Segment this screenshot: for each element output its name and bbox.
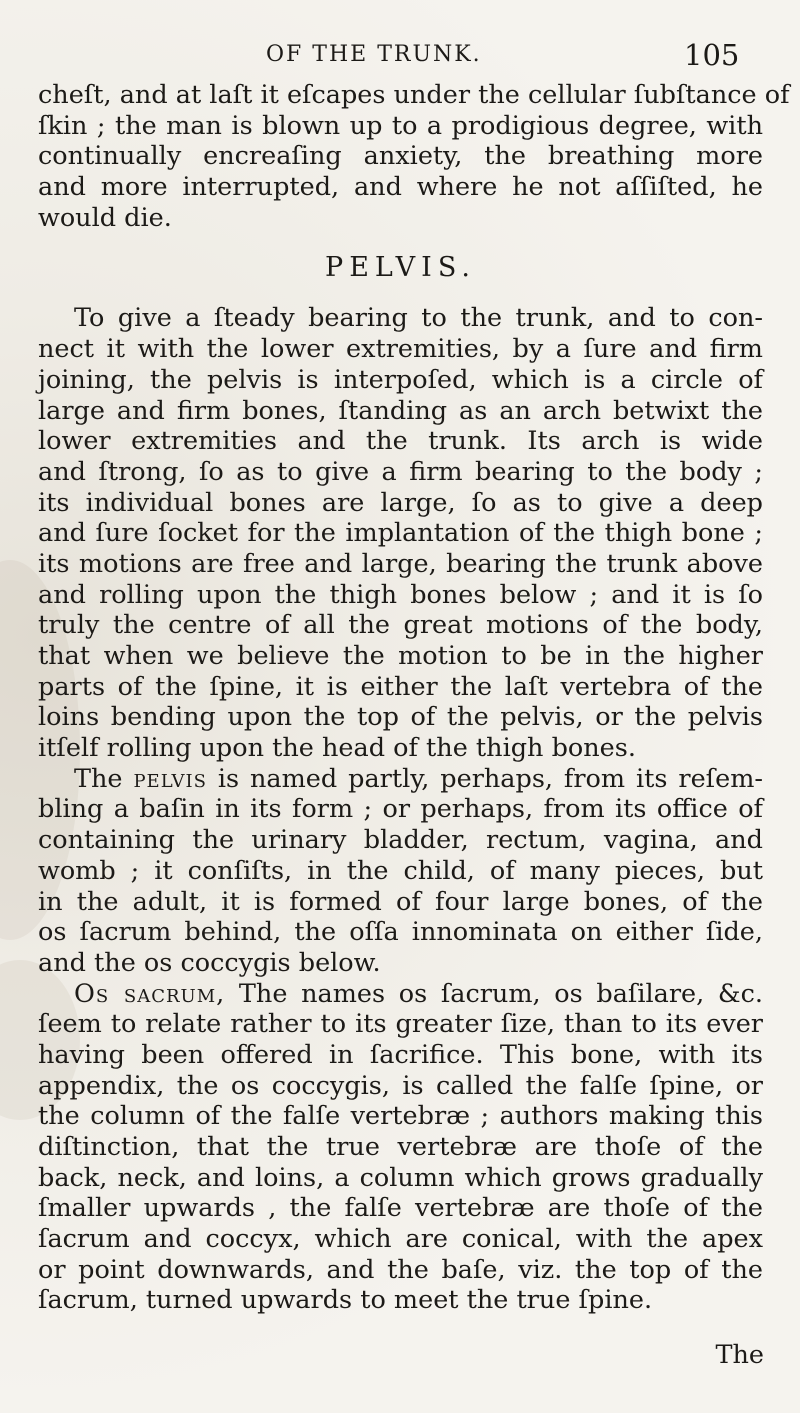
- paragraph: [38, 303, 763, 334]
- text-line: parts of the ſpine, it is either the laſt vertebra of the: [38, 671, 763, 702]
- text-line: would die.: [38, 202, 172, 233]
- text-line: cheſt, and at laſt it eſcapes under the cellular ſubſtance of: [38, 80, 790, 110]
- text-line: itſelf rolling upon the head of the thigh bones.: [38, 733, 636, 764]
- text-line: truly the centre of all the great motions of the body,: [38, 610, 763, 641]
- text-line: [38, 764, 763, 795]
- text-line: in the adult, it is formed of four large bones, of the: [38, 886, 763, 917]
- text-line: or point downwards, and the baſe, viz. the top of the: [38, 1254, 763, 1285]
- text-line: and the os coccygis below.: [38, 947, 381, 978]
- text-line: To give a ſteady bearing to the trunk, and to con-: [74, 303, 763, 334]
- paragraph: [38, 334, 763, 764]
- lead-text: The: [74, 763, 134, 794]
- paragraph: [38, 979, 763, 1317]
- text-line: ſmaller upwards , the falſe vertebræ are thoſe of the: [38, 1193, 763, 1224]
- text-line: os ſacrum behind, the oſſa innominata on either ſide,: [38, 917, 763, 948]
- text-line: back, neck, and loins, a column which grows gradually: [38, 1162, 763, 1193]
- paragraph: [38, 764, 763, 979]
- smallcaps-term: pelvis: [133, 763, 207, 794]
- text-line: ſacrum and coccyx, which are conical, with the apex: [38, 1224, 763, 1255]
- text-line: having been offered in ſacrifice. This bone, with its: [38, 1039, 763, 1070]
- text-line: the column of the falſe vertebræ ; authors making this: [38, 1101, 763, 1132]
- text-line: large and firm bones, ſtanding as an arch betwixt the: [38, 395, 763, 426]
- text-line: that when we believe the motion to be in the higher: [38, 641, 763, 671]
- text-line: joining, the pelvis is interpoſed, which is a circle of: [38, 364, 763, 395]
- text-line: and more interrupted, and where he not aſſiſted, he: [38, 172, 763, 203]
- catchword: The: [715, 1340, 764, 1370]
- text-line: and ſure ſocket for the implantation of the thigh bone ;: [38, 518, 763, 549]
- running-head: OF THE TRUNK.: [266, 42, 482, 67]
- text-line: womb ; it conſiſts, in the child, of many pieces, but: [38, 855, 763, 886]
- text-line: its motions are free and large, bearing the trunk above: [38, 548, 763, 579]
- text-line: and rolling upon the thigh bones below ; and it is ſo: [38, 579, 763, 610]
- smallcaps-term: Os sacrum,: [74, 978, 226, 1009]
- paragraph: [38, 80, 790, 233]
- page-header: [0, 38, 800, 78]
- text-line: diſtinction, that the true vertebræ are thoſe of the: [38, 1132, 763, 1162]
- body-text: [38, 80, 790, 1316]
- text-line: its individual bones are large, ſo as to give a deep: [38, 487, 763, 518]
- text-line: and ſtrong, ſo as to give a firm bearing to the body ;: [38, 456, 763, 487]
- text-line: loins bending upon the top of the pelvis, or the pelvis: [38, 702, 763, 733]
- text-line: containing the urinary bladder, rectum, vagina, and: [38, 825, 763, 856]
- line-rest: The names os ſacrum, os baſilare, &c.: [225, 978, 763, 1009]
- text-line: lower extremities and the trunk. Its arch is wide: [38, 426, 763, 457]
- text-line: [38, 979, 763, 1010]
- text-line: ſkin ; the man is blown up to a prodigious degree, with: [38, 110, 763, 141]
- text-line: ſeem to relate rather to its greater ſize, than to its ever: [38, 1009, 763, 1040]
- text-line: continually encreaſing anxiety, the breathing more: [38, 141, 763, 172]
- text-line: bling a baſin in its form ; or perhaps, from its office of: [38, 794, 763, 825]
- text-line: nect it with the lower extremities, by a ſure and firm: [38, 334, 763, 365]
- text-line: appendix, the os coccygis, is called the falſe ſpine, or: [38, 1070, 763, 1101]
- section-heading: PELVIS.: [325, 252, 476, 284]
- line-rest: is named partly, perhaps, from its reſem-: [206, 763, 763, 794]
- text-line: ſacrum, turned upwards to meet the true ſpine.: [38, 1285, 653, 1316]
- page-number: 105: [684, 38, 740, 72]
